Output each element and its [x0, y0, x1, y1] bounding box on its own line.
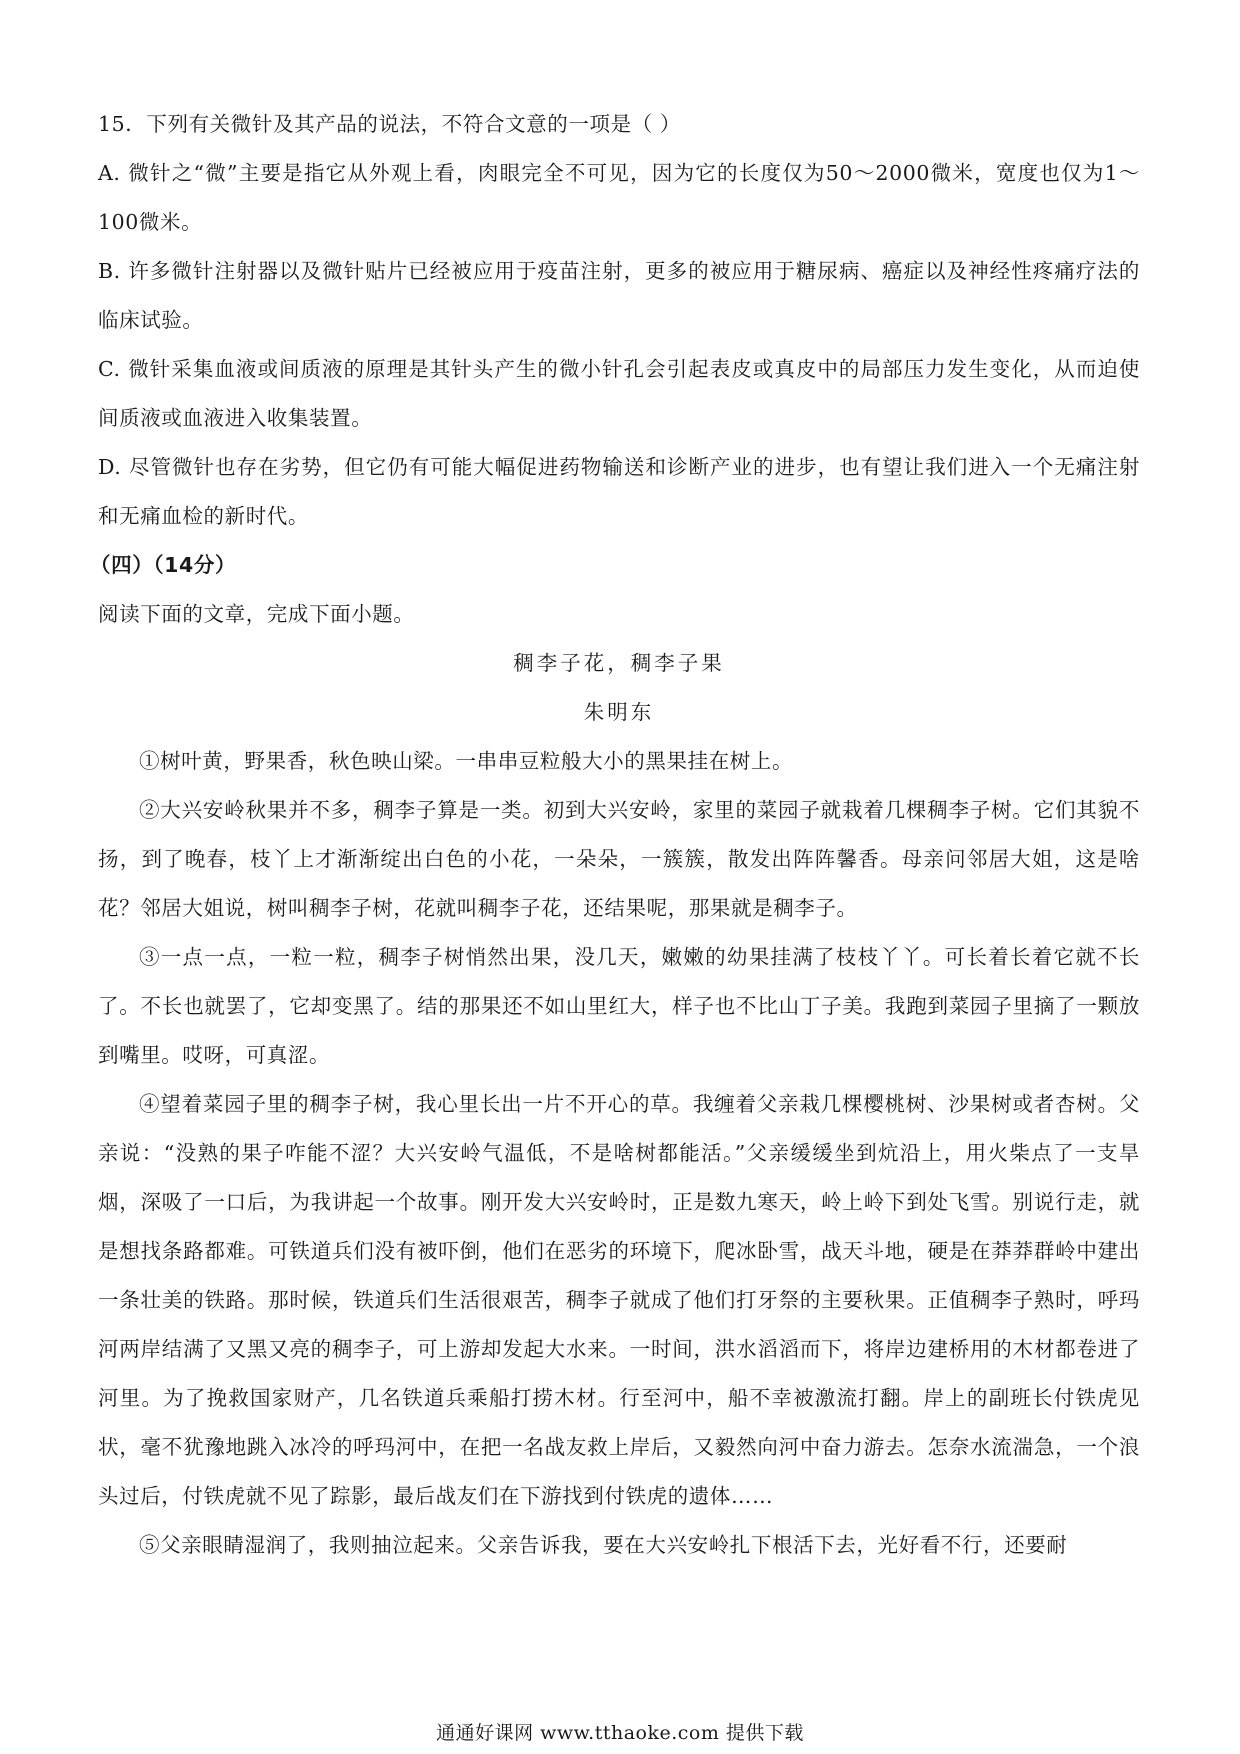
article-paragraph-5: ⑤父亲眼睛湿润了，我则抽泣起来。父亲告诉我，要在大兴安岭扎下根活下去，光好看不行，还要耐 — [139, 1533, 1068, 1557]
option-d: D. 尽管微针也存在劣势，但它仍有可能大幅促进药物输送和诊断产业的进步，也有望让我们进入一个无痛注射和无痛血检的新时代。 — [98, 455, 1140, 528]
option-a: A. 微针之“微”主要是指它从外观上看，肉眼完全不可见，因为它的长度仅为50～2000微米，宽度也仅为1～100微米。 — [98, 161, 1140, 234]
article-title: 稠李子花，稠李子果 — [513, 651, 725, 675]
article-author: 朱明东 — [583, 700, 655, 724]
section-instruction: 阅读下面的文章，完成下面小题。 — [98, 602, 415, 626]
article-paragraph-4: ④望着菜园子里的稠李子树，我心里长出一片不开心的草。我缠着父亲栽几棵樱桃树、沙果树或者杏树。父亲说：“没熟的果子咋能不涩？大兴安岭气温低，不是啥树都能活。”父亲缓缓坐到炕沿上，用火柴点了一支旱烟，深吸了一口后，为我讲起一个故事。刚开发大兴安岭时，正是数九寒天，岭上岭下到处飞雪。别说行走，就是想找条路都难。可铁道兵们没有被吓倒，他们在恶劣的环境下，爬冰卧雪，战天斗地，硬是在莽莽群岭中建出一条壮美的铁路。那时候，铁道兵们生活很艰苦，稠李子就成了他们打牙祭的主要秋果。正值稠李子熟时，呼玛河两岸结满了又黑又亮的稠李子，可上游却发起大水来。一时间，洪水滔滔而下，将岸边建桥用的木材都卷进了河里。为了挽救国家财产，几名铁道兵乘船打捞木材。行至河中，船不幸被激流打翻。岸上的副班长付铁虎见状，毫不犹豫地跳入冰冷的呼玛河中，在把一名战友救上岸后，又毅然向河中奋力游去。怎奈水流湍急，一个浪头过后，付铁虎就不见了踪影，最后战友们在下游找到付铁虎的遗体…… — [98, 1092, 1140, 1508]
page-footer: 通通好课网 www.tthaoke.com 提供下载 — [436, 1722, 804, 1744]
page-content — [90, 100, 1140, 1570]
question-15 — [98, 100, 1140, 541]
section-heading: （四）（14分） — [90, 553, 237, 577]
option-b: B. 许多微针注射器以及微针贴片已经被应用于疫苗注射，更多的被应用于糖尿病、癌症以及神经性疼痛疗法的临床试验。 — [98, 259, 1140, 332]
article-paragraph-1: ①树叶黄，野果香，秋色映山梁。一串串豆粒般大小的黑果挂在树上。 — [139, 749, 794, 773]
article-paragraph-3: ③一点一点，一粒一粒，稠李子树悄然出果，没几天，嫩嫩的幼果挂满了枝枝丫丫。可长着长着它就不长了。不长也就罢了，它却变黑了。结的那果还不如山里红大，样子也不比山丁子美。我跑到菜园子里摘了一颗放到嘴里。哎呀，可真涩。 — [98, 945, 1140, 1067]
article-paragraph-2: ②大兴安岭秋果并不多，稠李子算是一类。初到大兴安岭，家里的菜园子就栽着几棵稠李子树。它们其貌不扬，到了晚春，枝丫上才渐渐绽出白色的小花，一朵朵，一簇簇，散发出阵阵馨香。母亲问邻居大姐，这是啥花？邻居大姐说，树叫稠李子树，花就叫稠李子花，还结果呢，那果就是稠李子。 — [98, 798, 1140, 920]
question-stem: 15．下列有关微针及其产品的说法，不符合文意的一项是（ ） — [98, 112, 681, 136]
article — [98, 639, 1140, 1570]
option-c: C. 微针采集血液或间质液的原理是其针头产生的微小针孔会引起表皮或真皮中的局部压力发生变化，从而迫使间质液或血液进入收集装置。 — [98, 357, 1140, 430]
